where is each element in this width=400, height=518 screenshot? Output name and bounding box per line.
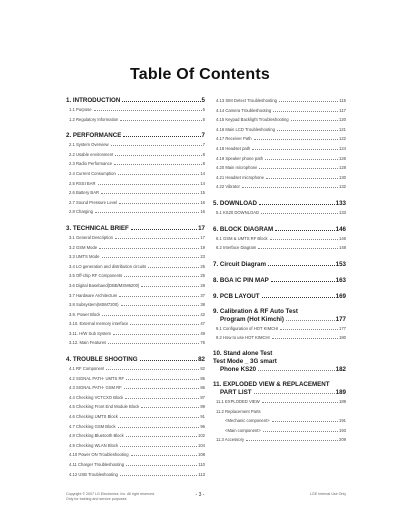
dot-leader (120, 417, 199, 418)
dot-leader (131, 229, 197, 230)
toc-entry-text: 4.2 SIGNAL PATH- UMTS RF (69, 375, 125, 381)
toc-entry-text: 3.5 Off-chip RF Components (69, 273, 123, 279)
toc-entry[interactable] (66, 207, 205, 217)
toc-entry-text: 4.21 Headset microphone (216, 174, 264, 180)
toc-entry-text: 2.4 Current Consumption (69, 170, 116, 176)
page-ref: 182 (335, 365, 346, 373)
page-ref: 169 (335, 292, 346, 300)
toc-entry[interactable] (213, 426, 346, 436)
page-ref: 117 (339, 107, 346, 113)
toc-entry-text: 3.12. Main Features (69, 340, 107, 346)
dot-leader (102, 257, 200, 258)
toc-entry-text: 11.3 Accessory (216, 437, 245, 443)
dot-leader (273, 111, 338, 112)
page-ref: 19 (200, 244, 205, 250)
toc-entry[interactable] (213, 106, 346, 116)
toc-entry[interactable] (66, 422, 205, 432)
dot-leader (98, 184, 200, 185)
toc-entry[interactable] (66, 470, 205, 480)
toc-entry-text: 4.11 Charger Troubleshooting (69, 462, 125, 467)
dot-leader (252, 149, 338, 150)
toc-entry[interactable] (213, 243, 346, 253)
toc-heading-text: 11. EXPLODED VIEW & REPLACEMENT (213, 380, 330, 388)
dot-leader (262, 297, 335, 298)
dot-leader (148, 267, 199, 268)
page-ref: 37 (200, 292, 205, 298)
toc-heading-text: PART LIST (220, 388, 252, 396)
toc-entry[interactable] (213, 144, 346, 154)
dot-leader (108, 343, 199, 344)
page-ref: 102 (198, 433, 205, 439)
dot-leader (259, 204, 335, 205)
dot-leader (272, 421, 338, 422)
toc-entry-text: <Mechanic component> (225, 418, 270, 424)
dot-leader (113, 334, 199, 335)
dot-leader (120, 446, 197, 447)
dot-leader (99, 248, 199, 249)
toc-entry-text: 4.7 Checking GSM Block (69, 423, 116, 429)
dot-leader (124, 276, 199, 277)
dot-leader (124, 388, 200, 389)
dot-leader (280, 329, 338, 330)
toc-heading[interactable] (213, 260, 346, 269)
toc-entry-text: 3.2 GSM Mode (69, 244, 98, 250)
toc-entry[interactable] (213, 96, 346, 106)
toc-entry[interactable] (66, 243, 205, 253)
toc-entry[interactable] (66, 364, 205, 374)
toc-entry-text: 6. BLOCK DIAGRAM (213, 225, 274, 233)
toc-entry-text: 2.7 Sound Pressure Level (69, 199, 118, 205)
toc-entry-text: 6.2 Interface Diagram (216, 245, 257, 251)
toc-entry-text: 4.12 USB Troubleshooting (69, 471, 118, 477)
page-ref: 5 (202, 107, 205, 112)
toc-entry[interactable] (66, 198, 205, 208)
toc-heading[interactable] (213, 225, 346, 234)
toc-entry-text: 4.18 Headset path (216, 145, 251, 151)
page-ref: 8 (202, 151, 205, 157)
toc-entry-text: 6.1 GSM & UMTS RF Block (216, 235, 268, 241)
toc-entry-text: 4.19 Speaker phone path (216, 155, 264, 161)
dot-leader (123, 136, 200, 137)
toc-entry-text: 4.6 Checking UMTS Block (69, 414, 118, 420)
dot-leader (242, 187, 338, 188)
toc-entry[interactable] (66, 188, 205, 198)
toc-heading[interactable] (213, 381, 346, 397)
page-ref: 7 (201, 132, 205, 140)
toc-entry[interactable] (213, 115, 346, 125)
dot-leader (118, 174, 200, 175)
toc-entry[interactable] (66, 460, 205, 470)
page-ref: 28 (200, 282, 205, 288)
dot-leader (95, 212, 199, 213)
toc-entry[interactable] (66, 441, 205, 451)
page-ref: 110 (198, 462, 205, 467)
toc-entry-text: 1. INTRODUCTION (66, 97, 121, 104)
dot-leader (111, 145, 202, 146)
dot-leader (258, 248, 338, 249)
toc-entry[interactable] (66, 374, 205, 384)
page-ref: 193 (339, 427, 346, 433)
dot-leader (254, 139, 338, 140)
toc-entry-text: 11.1 EXPLODED VIEW (216, 398, 260, 404)
page-ref: 82 (200, 366, 205, 372)
toc-entry[interactable] (66, 393, 205, 403)
toc-entry[interactable] (66, 159, 205, 169)
toc-entry[interactable] (66, 105, 205, 115)
toc-entry-text: 9. PCB LAYOUT (213, 292, 260, 300)
toc-entry-text: 4. TROUBLE SHOOTING (66, 356, 138, 364)
dot-leader (115, 155, 201, 156)
page-ref: 96 (200, 423, 205, 429)
toc-right-column (213, 96, 346, 445)
page-ref: 38 (200, 302, 205, 308)
dot-leader (119, 203, 199, 204)
toc-entry[interactable] (66, 179, 205, 189)
toc-entry[interactable] (66, 300, 205, 310)
toc-entry[interactable] (213, 173, 346, 183)
toc-heading[interactable] (213, 308, 346, 324)
dot-leader (126, 379, 199, 380)
page-title: Table Of Contents (130, 66, 270, 83)
toc-entry-text: 3. TECHNICAL BRIEF (66, 224, 129, 232)
dot-leader (106, 369, 199, 370)
page-ref: 130 (339, 174, 346, 180)
toc-entry-text: 9.2 How to use HOT KIMCHI (216, 335, 270, 341)
page-ref: 25 (200, 263, 205, 269)
toc-entry[interactable] (213, 407, 346, 417)
dot-leader (261, 213, 338, 214)
page-ref: 16 (200, 209, 205, 215)
page-ref: 49 (200, 330, 205, 336)
toc-entry-text: 4.14 Camera Troubleshooting (216, 107, 272, 113)
page-ref: 122 (339, 136, 346, 142)
toc-entry-text: 2.6 Battery BAR (69, 190, 100, 196)
page-ref: 133 (335, 199, 346, 207)
toc-entry-text: 4.1 RF Component (69, 366, 105, 372)
dot-leader (286, 320, 335, 321)
toc-entry-text: 2. PERFORMANCE (66, 132, 122, 140)
toc-heading[interactable] (66, 224, 205, 233)
toc-entry-text: 4.16 Main LCD Troubleshooting (216, 126, 275, 132)
page-ref: 189 (339, 398, 346, 404)
page-ref: 15 (200, 190, 205, 196)
toc-heading[interactable] (66, 131, 205, 140)
toc-entry-text: 4.5 Checking Front End Module Block (69, 404, 140, 410)
toc-entry-text: 4.15 Keypad Backlight Troubleshooting (216, 117, 289, 123)
dot-leader (120, 120, 201, 121)
toc-heading[interactable] (66, 96, 205, 105)
page-ref: 14 (200, 180, 205, 186)
toc-entry[interactable] (66, 402, 205, 412)
dot-leader (141, 407, 199, 408)
dot-leader (122, 101, 200, 102)
dot-leader (130, 324, 199, 325)
toc-heading-text: Program (Hot Kimchi) (220, 315, 284, 323)
toc-heading[interactable] (213, 276, 346, 285)
toc-heading[interactable] (213, 350, 346, 374)
toc-entry[interactable] (66, 310, 205, 320)
toc-entry[interactable] (213, 182, 346, 192)
toc-entry[interactable] (66, 383, 205, 393)
page-ref: 153 (335, 260, 346, 268)
toc-entry[interactable] (213, 134, 346, 144)
page-ref: 128 (339, 165, 346, 171)
page-ref: 126 (339, 155, 346, 161)
internal-use-notice: LGE Internal Use Only (310, 492, 346, 496)
toc-entry-text: 2.1 System Overview (69, 142, 109, 148)
page-ref: 76 (200, 340, 205, 346)
page-ref: 47 (200, 321, 205, 327)
toc-entry-text: 3.9. Power Block (69, 311, 101, 317)
page-ref: 108 (198, 452, 205, 458)
page-ref: 146 (339, 235, 346, 241)
page-ref: 163 (335, 276, 346, 284)
toc-entry[interactable] (213, 333, 346, 343)
toc-entry[interactable] (213, 234, 346, 244)
toc-entry-text: 3.1 General Description (69, 234, 113, 240)
page-ref: 85 (200, 375, 205, 381)
dot-leader (270, 239, 338, 240)
page-ref: 148 (339, 245, 346, 251)
toc-entry[interactable] (66, 338, 205, 348)
page-ref: 17 (200, 234, 205, 240)
toc-entry-text: 4.20 Main microphone (216, 165, 258, 171)
toc-entry[interactable] (66, 319, 205, 329)
dot-leader (102, 315, 199, 316)
toc-entry-text: 4.4 Checking VCTCXO Block (69, 394, 124, 400)
toc-entry-text: 3.8 Subsystem(MSM7200) (69, 302, 119, 308)
dot-leader (126, 436, 197, 437)
page-ref: 124 (339, 145, 346, 151)
dot-leader (121, 305, 200, 306)
page-ref: 180 (339, 335, 346, 341)
dot-leader (119, 296, 199, 297)
page-ref: 146 (335, 225, 346, 233)
dot-leader (126, 465, 197, 466)
toc-heading-text: 9. Calibration & RF Auto Test (213, 307, 298, 315)
toc-entry-text: 1.1 Purpose (69, 107, 92, 112)
toc-entry-text: 5. DOWNLOAD (213, 199, 257, 207)
dot-leader (120, 475, 197, 476)
copyright-line-2: Only for training and service purposes (66, 497, 127, 501)
dot-leader (141, 286, 199, 287)
dot-leader (271, 281, 335, 282)
dot-leader (131, 455, 197, 456)
toc-entry[interactable] (66, 271, 205, 281)
toc-entry-text: 2.2 Usable environment (69, 151, 114, 157)
toc-entry[interactable] (66, 412, 205, 422)
dot-leader (272, 338, 338, 339)
toc-entry-text: 2.5 RSSI BAR (69, 180, 96, 186)
toc-heading[interactable] (213, 292, 346, 301)
page-ref: 91 (200, 414, 205, 420)
toc-entry-text: 4.9 Checking WLAN Block (69, 442, 119, 448)
page-ref: 115 (339, 98, 346, 103)
toc-entry[interactable] (66, 169, 205, 179)
dot-leader (279, 101, 338, 102)
dot-leader (115, 238, 199, 239)
page-ref: 177 (339, 325, 346, 331)
toc-entry-text: 2.8 Charging (69, 209, 93, 215)
toc-heading[interactable] (66, 355, 205, 364)
page-ref: 5 (202, 116, 205, 122)
page-number: - 3 - (195, 492, 205, 498)
toc-entry[interactable] (213, 435, 346, 445)
toc-entry[interactable] (66, 329, 205, 339)
dot-leader (125, 398, 199, 399)
toc-entry-text: 7. Circuit Diagram (213, 260, 266, 268)
toc-entry-text: 4.17 Receiver Path (216, 136, 252, 142)
toc-heading-text: Phone KS20 (220, 365, 257, 373)
page-ref: 87 (200, 394, 205, 400)
page-ref: 120 (339, 117, 346, 123)
toc-entry[interactable] (213, 125, 346, 135)
toc-entry[interactable] (66, 262, 205, 272)
toc-entry-text: <Main component> (225, 427, 261, 433)
page-ref: 133 (339, 209, 346, 215)
page-ref: 132 (339, 184, 346, 190)
dot-leader (118, 427, 200, 428)
dot-leader (263, 431, 338, 432)
toc-entry[interactable] (213, 208, 346, 218)
page-ref: 189 (335, 388, 346, 396)
page-ref: 209 (339, 437, 346, 443)
page-ref: 14 (200, 170, 205, 176)
dot-leader (291, 120, 338, 121)
toc-entry-text: 4.22 Vibrator (216, 184, 240, 190)
dot-leader (114, 164, 202, 165)
dot-leader (140, 360, 198, 361)
toc-entry-text: 8. BGA IC PIN MAP (213, 276, 269, 284)
page-ref: 86 (200, 385, 205, 391)
dot-leader (275, 230, 335, 231)
toc-heading-text: Test Mode _ 3G smart (213, 357, 277, 365)
page-ref: 25 (200, 273, 205, 279)
dot-leader (265, 159, 338, 160)
toc-entry-text: 4.3 SIGNAL PATH- GSM RF (69, 385, 122, 391)
page-ref: 23 (200, 254, 205, 260)
page-ref: 177 (335, 315, 346, 323)
toc-entry[interactable] (66, 281, 205, 291)
toc-entry-text: 4.13 SIM Detect Troubleshooting (216, 98, 277, 103)
page-ref: 7 (202, 142, 205, 148)
toc-entry[interactable] (66, 431, 205, 441)
toc-entry-text: 3.3 UMTS Mode (69, 254, 100, 260)
dot-leader (101, 193, 199, 194)
toc-entry[interactable] (66, 291, 205, 301)
page-ref: 42 (200, 311, 205, 317)
dot-leader (254, 393, 335, 394)
toc-entry-text: 5.1 KS20 DOWNLOAD (216, 209, 260, 215)
dot-leader (262, 402, 338, 403)
dot-leader (277, 130, 338, 131)
toc-entry-text: 3.6 Digital Baseband(DBB/MSM6200) (69, 282, 140, 288)
toc-entry[interactable] (213, 416, 346, 426)
toc-heading-text: 10. Stand alone Test (213, 349, 273, 357)
dot-leader (94, 110, 202, 111)
page-ref: 16 (200, 199, 205, 205)
page-ref: 104 (198, 442, 205, 448)
toc-entry[interactable] (66, 150, 205, 160)
page-ref: 89 (200, 404, 205, 410)
page-ref: 5 (201, 97, 205, 104)
page-ref: 191 (339, 418, 346, 424)
copyright-line-1: Copyright © 2007 LG Electronics. Inc. All right reserved. (66, 492, 155, 496)
dot-leader (246, 440, 338, 441)
toc-entry[interactable] (66, 115, 205, 125)
toc-entry[interactable] (213, 163, 346, 173)
toc-left-column (66, 96, 205, 479)
dot-leader (259, 168, 338, 169)
toc-entry-text: 3.4 LO generation and distribution circuits (69, 263, 147, 269)
toc-entry-text: 1.2 Regulatory Information (69, 116, 119, 122)
toc-entry-text: 11.2 Replacement Parts (216, 408, 261, 414)
page-ref: 121 (339, 126, 346, 132)
page-ref: 113 (198, 471, 205, 477)
dot-leader (258, 370, 335, 371)
toc-entry[interactable] (213, 324, 346, 334)
page-ref: 17 (198, 224, 205, 232)
toc-entry-text: 3.10. External memory interface (69, 321, 129, 327)
page-ref: 82 (198, 356, 205, 364)
toc-entry[interactable] (66, 252, 205, 262)
toc-entry[interactable] (66, 140, 205, 150)
toc-entry-text: 2.3 Radio Performance (69, 161, 113, 167)
toc-entry[interactable] (66, 233, 205, 243)
dot-leader (266, 178, 338, 179)
toc-heading[interactable] (213, 199, 346, 208)
toc-entry[interactable] (213, 397, 346, 407)
dot-leader (268, 265, 335, 266)
page-ref: 8 (202, 161, 205, 167)
toc-entry-text: 4.10 Power ON Troubleshooting (69, 452, 129, 458)
toc-entry[interactable] (213, 154, 346, 164)
toc-entry-text: 4.8 Checking Bluetooth Block (69, 433, 124, 439)
toc-entry-text: 3.11. H/W Sub System (69, 330, 112, 336)
toc-entry-text: 9.1 Configuration of HOT KIMCHI (216, 325, 279, 331)
toc-entry[interactable] (66, 450, 205, 460)
toc-entry-text: 3.7 Hardware Architecture (69, 292, 118, 298)
